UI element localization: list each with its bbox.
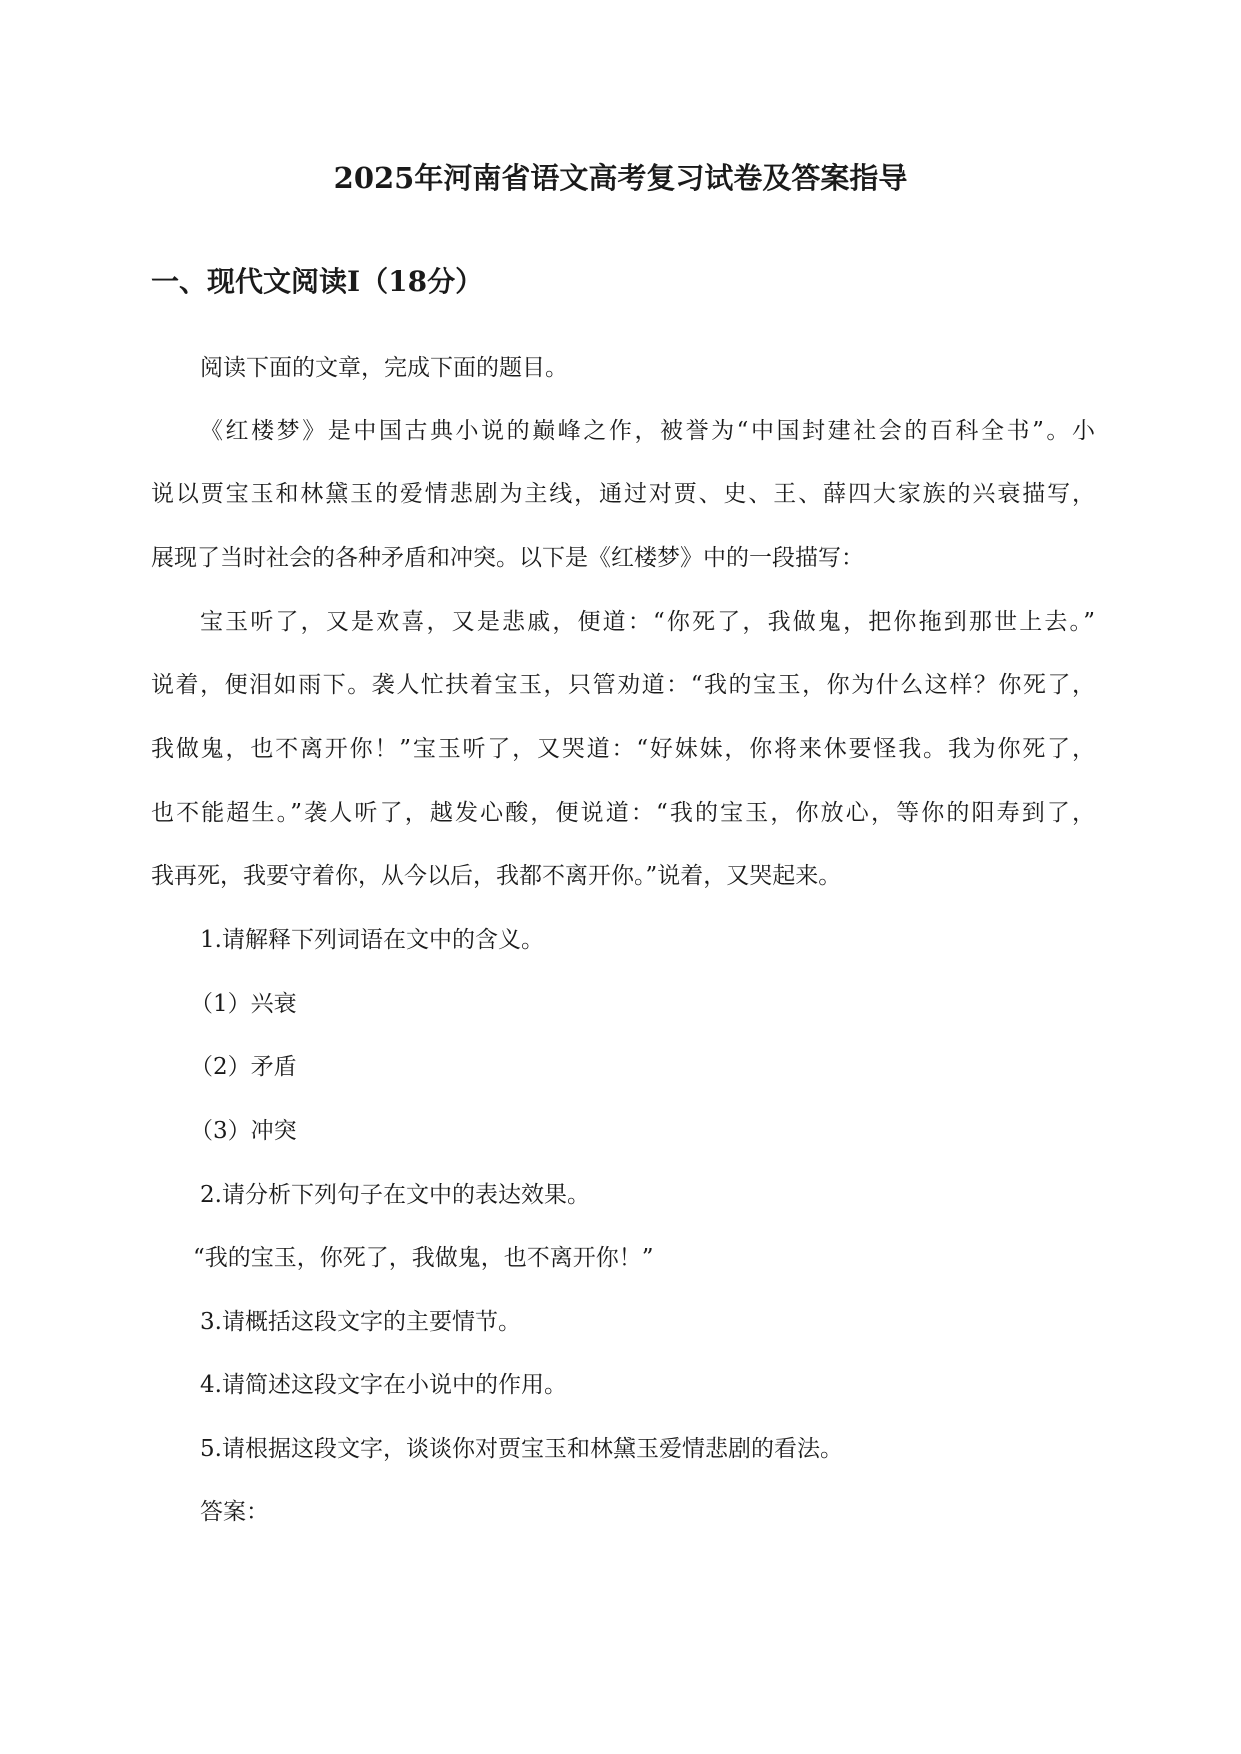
section-heading: 一、现代文阅读Ⅰ（18分） [151, 265, 484, 298]
question-3: 3.请概括这段文字的主要情节。 [200, 1309, 521, 1335]
paragraph2-line4: 也不能超生。”袭人听了，越发心酸，便说道：“我的宝玉，你放心，等你的阳寿到了， [151, 800, 1095, 826]
paragraph2-line5: 我再死，我要守着你，从今以后，我都不离开你。”说着，又哭起来。 [151, 863, 842, 889]
question-1: 1.请解释下列词语在文中的含义。 [200, 927, 544, 953]
paragraph1-line1: 《红楼梦》是中国古典小说的巅峰之作，被誉为“中国封建社会的百科全书”。小 [200, 418, 1095, 444]
question-5: 5.请根据这段文字，谈谈你对贾宝玉和林黛玉爱情悲剧的看法。 [200, 1436, 843, 1462]
question-1-item-3: （3）冲突 [190, 1118, 297, 1144]
question-1-item-2: （2）矛盾 [190, 1054, 297, 1080]
reading-instruction: 阅读下面的文章，完成下面的题目。 [200, 355, 568, 381]
question-2-quote: “我的宝玉，你死了，我做鬼，也不离开你！” [193, 1245, 654, 1271]
question-4: 4.请简述这段文字在小说中的作用。 [200, 1372, 567, 1398]
question-2: 2.请分析下列句子在文中的表达效果。 [200, 1182, 590, 1208]
answer-label: 答案： [200, 1499, 269, 1525]
paragraph1-line2: 说以贾宝玉和林黛玉的爱情悲剧为主线，通过对贾、史、王、薛四大家族的兴衰描写， [151, 481, 1095, 507]
paragraph1-line3: 展现了当时社会的各种矛盾和冲突。以下是《红楼梦》中的一段描写： [151, 545, 864, 571]
paragraph2-line1: 宝玉听了，又是欢喜，又是悲戚，便道：“你死了，我做鬼，把你拖到那世上去。” [200, 609, 1095, 635]
paragraph2-line2: 说着，便泪如雨下。袭人忙扶着宝玉，只管劝道：“我的宝玉，你为什么这样？你死了， [151, 672, 1095, 698]
question-1-item-1: （1）兴衰 [190, 991, 297, 1017]
document-title: 2025年河南省语文高考复习试卷及答案指导 [333, 161, 908, 195]
paragraph2-line3: 我做鬼，也不离开你！”宝玉听了，又哭道：“好妹妹，你将来休要怪我。我为你死了， [151, 736, 1095, 762]
